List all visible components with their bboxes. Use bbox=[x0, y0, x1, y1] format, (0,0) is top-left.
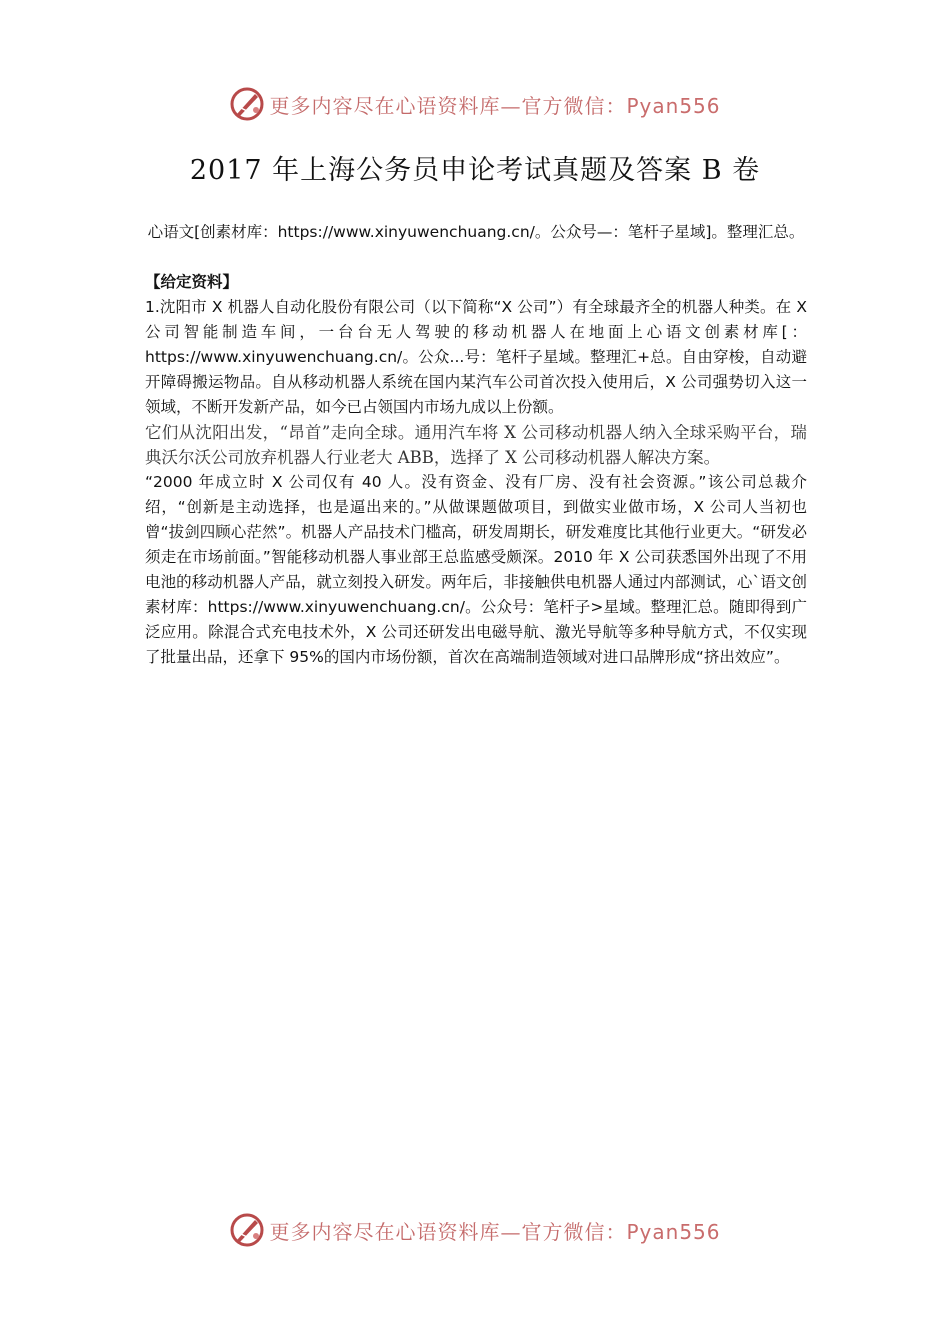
quill-logo-icon bbox=[229, 1212, 265, 1248]
document-title: 2017 年上海公务员申论考试真题及答案 B 卷 bbox=[189, 155, 761, 186]
quill-logo-icon bbox=[229, 86, 265, 122]
wechat-handle: Pyan556 bbox=[626, 1219, 721, 1244]
document-body bbox=[145, 270, 807, 670]
section-heading: 【给定资料】 bbox=[145, 273, 239, 291]
paragraph: 它们从沈阳出发，“昂首”走向全球。通用汽车将 X 公司移动机器人纳入全球采购平台，瑞典沃尔沃公司放弃机器人行业老大 ABB，选择了 X 公司移动机器人解决方案。 bbox=[145, 423, 807, 467]
banner-text: 更多内容尽在心语资料库—官方微信：Pyan556 bbox=[269, 93, 721, 118]
wechat-handle: Pyan556 bbox=[626, 93, 721, 118]
source-line: 心语文[创素材库：https://www.xinyuwenchuang.cn/。公众号—：笔杆子星域]。整理汇总。 bbox=[147, 223, 805, 241]
paragraph: “2000 年成立时 X 公司仅有 40 人。没有资金、没有厂房、没有社会资源。”该公司总裁介绍，“创新是主动选择，也是逼出来的。”从做课题做项目，到做实业做市场，X 公司人当初也曾“拔剑四顾心茫然”。机器人产品技术门槛高，研发周期长，研发难度比其他行业更大。“研发必须走在市场前面。”智能移动机器人事业部王总监感受颇深。2010 年 X 公司获悉国外出现了不用电池的移动机器人产品，就立刻投入研发。两年后，非接触供电机器人通过内部测试，心`语文创素材库：https://www.xinyuwenchuang.cn/。公众号：笔杆子>星域。整理汇总。随即得到广泛应用。除混合式充电技术外，X 公司还研发出电磁导航、激光导航等多种导航方式，不仅实现了批量出品，还拿下 95%的国内市场份额，首次在高端制造领域对进口品牌形成“挤出效应”。 bbox=[145, 473, 807, 666]
header-banner bbox=[0, 82, 950, 126]
footer-banner bbox=[0, 1208, 950, 1252]
banner-text: 更多内容尽在心语资料库—官方微信：Pyan556 bbox=[269, 1219, 721, 1244]
paragraph: 1.沈阳市 X 机器人自动化股份有限公司（以下简称“X 公司”）有全球最齐全的机器人种类。在 X 公司智能制造车间，一台台无人驾驶的移动机器人在地面上心语文创素材库[：https://www.xinyuwenchuang.cn/。公众...号：笔杆子星域。整理汇+总。自由穿梭，自动避开障碍搬运物品。自从移动机器人系统在国内某汽车公司首次投入使用后，X 公司强势切入这一领域，不断开发新产品，如今已占领国内市场九成以上份额。 bbox=[145, 298, 807, 416]
